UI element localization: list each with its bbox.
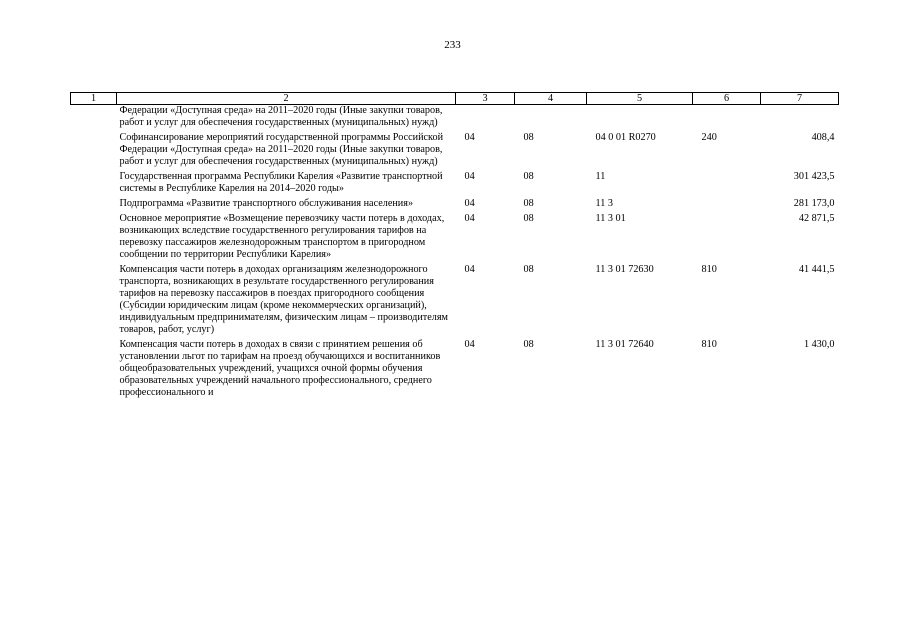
row-amount: 42 871,5 xyxy=(798,213,835,224)
row-amount: 408,4 xyxy=(811,132,835,143)
column-header-1: 1 xyxy=(71,93,117,105)
row-section: 04 xyxy=(464,264,475,275)
table-row xyxy=(71,213,839,264)
row-amount: 301 423,5 xyxy=(793,171,835,182)
row-name: Федерации «Доступная среда» на 2011–2020 годы (Иные закупки товаров, работ и услуг для обеспечения государственных (муниципальных) нужд) xyxy=(119,105,443,128)
row-amount: 281 173,0 xyxy=(793,198,835,209)
row-section: 04 xyxy=(464,213,475,224)
row-target-article: 11 3 01 xyxy=(595,213,626,224)
row-name: Компенсация части потерь в доходах в связи с принятием решения об установлении льгот по тарифам на проезд обучающихся и воспитанников общеобразовательных учреждений, учащихся очной формы обучения образовательных учреждений начального профессионального, среднего профессионального и xyxy=(119,339,441,398)
row-section xyxy=(456,105,515,133)
table-row xyxy=(71,171,839,198)
row-target-article: 11 xyxy=(595,171,606,182)
table-header-row xyxy=(71,93,839,105)
column-header-5: 5 xyxy=(587,93,693,105)
row-expense-type: 240 xyxy=(701,132,717,143)
row-expense-type xyxy=(693,171,761,198)
page-number: 233 xyxy=(444,39,461,51)
table-row xyxy=(71,132,839,171)
table-row xyxy=(71,105,839,133)
row-subsection: 08 xyxy=(523,339,534,350)
row-section: 04 xyxy=(464,339,475,350)
table-row xyxy=(71,198,839,213)
row-name: Государственная программа Республики Карелия «Развитие транспортной системы в Республике Карелия на 2014–2020 годы» xyxy=(119,171,443,194)
budget-table xyxy=(70,92,839,402)
row-expense-type xyxy=(693,105,761,133)
column-header-4: 4 xyxy=(515,93,587,105)
row-amount: 41 441,5 xyxy=(798,264,835,275)
row-amount: 1 430,0 xyxy=(803,339,835,350)
column-header-2: 2 xyxy=(117,93,456,105)
row-expense-type: 810 xyxy=(701,339,717,350)
row-name: Основное мероприятие «Возмещение перевозчику части потерь в доходах, возникающих вследствие государственного регулирования тарифов на перевозку пассажиров железнодорожным транспортом в пригородном сообщении по территории Республики Карелия» xyxy=(119,213,445,260)
table-row xyxy=(71,339,839,402)
row-expense-type: 810 xyxy=(701,264,717,275)
row-target-article: 11 3 xyxy=(595,198,613,209)
column-header-7: 7 xyxy=(761,93,839,105)
row-section: 04 xyxy=(464,198,475,209)
row-target-article: 04 0 01 R0270 xyxy=(595,132,656,143)
row-name: Подпрограмма «Развитие транспортного обслуживания населения» xyxy=(119,198,414,209)
row-subsection: 08 xyxy=(523,171,534,182)
row-target-article xyxy=(587,105,693,133)
column-header-6: 6 xyxy=(693,93,761,105)
row-section: 04 xyxy=(464,171,475,182)
column-header-3: 3 xyxy=(456,93,515,105)
row-subsection xyxy=(515,105,587,133)
row-expense-type xyxy=(693,213,761,264)
row-target-article: 11 3 01 72640 xyxy=(595,339,654,350)
row-subsection: 08 xyxy=(523,264,534,275)
row-subsection: 08 xyxy=(523,213,534,224)
row-subsection: 08 xyxy=(523,198,534,209)
row-expense-type xyxy=(693,198,761,213)
row-subsection: 08 xyxy=(523,132,534,143)
row-name: Софинансирование мероприятий государственной программы Российской Федерации «Доступная среда» на 2011–2020 годы (Иные закупки товаров, работ и услуг для обеспечения государственных (муниципальных) нужд) xyxy=(119,132,444,167)
row-amount xyxy=(761,105,839,133)
row-target-article: 11 3 01 72630 xyxy=(595,264,654,275)
row-section: 04 xyxy=(464,132,475,143)
row-name: Компенсация части потерь в доходах организациям железнодорожного транспорта, возникающих в результате государственного регулирования тарифов на перевозку пассажиров в поездах пригородного сообщения (Субсидии юридическим лицам (кроме некоммерческих организаций), индивидуальным предпринимателям, физическим лицам – производителям товаров, работ, услуг) xyxy=(119,264,448,335)
table-row xyxy=(71,264,839,339)
